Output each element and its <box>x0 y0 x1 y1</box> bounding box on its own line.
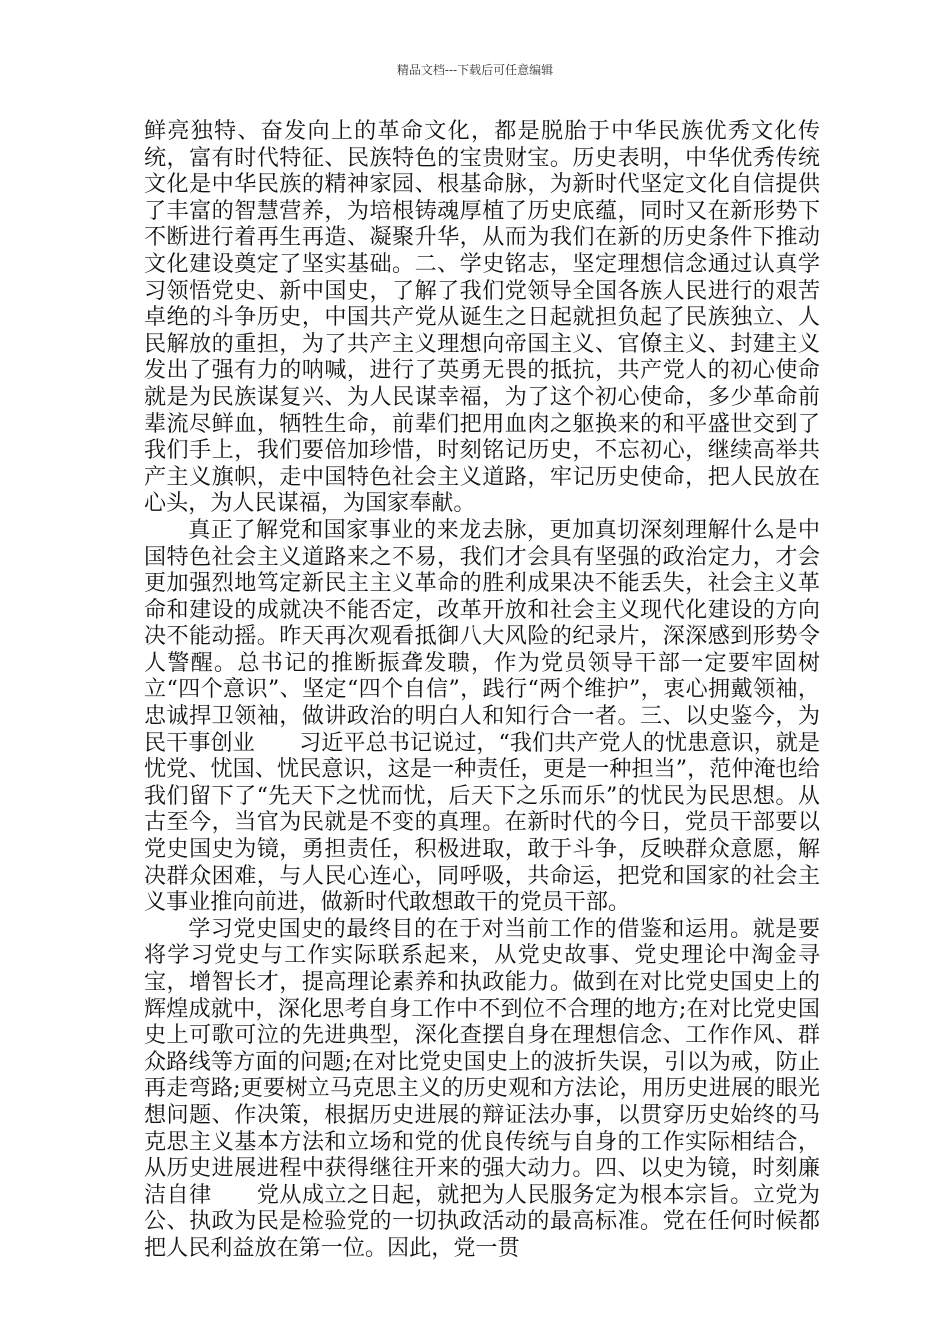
paragraph-2: 真正了解党和国家事业的来龙去脉，更加真切深刻理解什么是中国特色社会主义道路来之不易，我们才会具有坚强的政治定力，才会更加强烈地笃定新民主主义革命的胜利成果决不能丢失，社会主义革命和建设的成就决不能否定，改革开放和社会主义现代化建设的方向决不能动摇。昨天再次观看抵御八大风险的纪录片，深深感到形势令人警醒。总书记的推断振聋发聩，作为党员领导干部一定要牢固树立“四个意识”、坚定“四个自信”，践行“两个维护”，衷心拥戴领袖，忠诚捍卫领袖，做讲政治的明白人和知行合一者。三、以史鉴今，为民干事创业 习近平总书记说过，“我们共产党人的忧患意识，就是忧党、忧国、忧民意识，这是一种责任，更是一种担当”，范仲淹也给我们留下了“先天下之忧而忧，后天下之乐而乐”的忧民为民思想。从古至今，当官为民就是不变的真理。在新时代的今日，党员干部要以党史国史为镜，勇担责任，积极进取，敢于斗争，反映群众意愿，解决群众困难，与人民心连心，同呼吸，共命运，把党和国家的社会主义事业推向前进，做新时代敢想敢干的党员干部。 <box>144 516 820 916</box>
page-header: 精品文档---下载后可任意编辑 <box>396 63 554 77</box>
document-body <box>144 118 820 1262</box>
paragraph-3: 学习党史国史的最终目的在于对当前工作的借鉴和运用。就是要将学习党史与工作实际联系起来，从党史故事、党史理论中淘金寻宝，增智长才，提高理论素养和执政能力。做到在对比党史国史上的辉煌成就中，深化思考自身工作中不到位不合理的地方;在对比党史国史上可歌可泣的先进典型，深化查摆自身在理想信念、工作作风、群众路线等方面的问题;在对比党史国史上的波折失误，引以为戒，防止再走弯路;更要树立马克思主义的历史观和方法论，用历史进展的眼光想问题、作决策，根据历史进展的辩证法办事，以贯穿历史始终的马克思主义基本方法和立场和党的优良传统与自身的工作实际相结合，从历史进展进程中获得继往开来的强大动力。四、以史为镜，时刻廉洁自律 党从成立之日起，就把为人民服务定为根本宗旨。立党为公、执政为民是检验党的一切执政活动的最高标准。党在任何时候都把人民利益放在第一位。因此，党一贯 <box>144 915 820 1261</box>
paragraph-1: 鲜亮独特、奋发向上的革命文化，都是脱胎于中华民族优秀文化传统，富有时代特征、民族特色的宝贵财宝。历史表明，中华优秀传统文化是中华民族的精神家园、根基命脉，为新时代坚定文化自信提供了丰富的智慧营养，为培根铸魂厚植了历史底蕴，同时又在新形势下不断进行着再生再造、凝聚升华，从而为我们在新的历史条件下推动文化建设奠定了坚实基础。二、学史铭志，坚定理想信念通过认真学习领悟党史、新中国史，了解了我们党领导全国各族人民进行的艰苦卓绝的斗争历史，中国共产党从诞生之日起就担负起了民族独立、人民解放的重担，为了共产主义理想向帝国主义、官僚主义、封建主义发出了强有力的呐喊，进行了英勇无畏的抵抗，共产党人的初心使命就是为民族谋复兴、为人民谋幸福，为了这个初心使命，多少革命前辈流尽鲜血，牺牲生命，前辈们把用血肉之躯换来的和平盛世交到了我们手上，我们要倍加珍惜，时刻铭记历史，不忘初心，继续高举共产主义旗帜，走中国特色社会主义道路，牢记历史使命，把人民放在心头，为人民谋福，为国家奉献。 <box>144 118 820 517</box>
